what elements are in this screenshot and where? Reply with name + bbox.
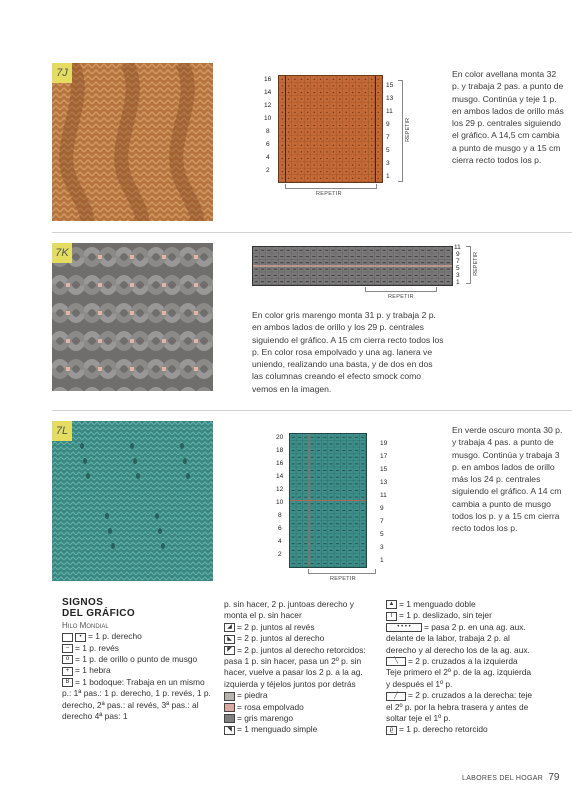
- legend-item: ◢ = 2 p. juntos al revés: [224, 622, 374, 633]
- page-number: 79: [548, 772, 560, 783]
- legend-item: I = 1 p. deslizado, sin tejer: [386, 610, 536, 621]
- row-number: 18: [276, 447, 284, 454]
- legend-title: SIGNOS: [62, 597, 104, 608]
- slip-stitch-symbol-icon: I: [386, 612, 397, 621]
- row-number: 6: [278, 525, 282, 532]
- row-number: 13: [386, 95, 394, 102]
- stitch-photo-7k: [52, 243, 213, 391]
- legend-item: ╱ = 2 p. cruzados a la derecha: teje el 2º p. por la hebra trasera y antes de soltar teje el 1º p.: [386, 690, 533, 724]
- row-number: 2: [266, 167, 270, 174]
- row-number: 3: [380, 544, 384, 551]
- double-decrease-symbol-icon: ▲: [386, 600, 397, 609]
- color-swatch-piedra: [224, 692, 235, 701]
- row-number: 9: [456, 251, 460, 258]
- chart-grid-7k: [253, 247, 452, 285]
- legend-item: = rosa empolvado: [224, 702, 374, 713]
- repeat-label: REPETIR: [388, 294, 414, 300]
- legend-col-3: [386, 599, 536, 736]
- row-number: 8: [266, 128, 270, 135]
- knit-texture-7j: [52, 63, 213, 221]
- row-number: 1: [380, 557, 384, 564]
- row-number: 2: [278, 551, 282, 558]
- chart-grid-7j: [279, 76, 382, 182]
- row-number: 10: [276, 499, 284, 506]
- row-number: 7: [380, 518, 384, 525]
- legend-item: = piedra: [224, 690, 374, 701]
- row-number: 12: [276, 486, 284, 493]
- stitch-photo-7l: [52, 421, 213, 581]
- side-repeat-bracket: [466, 246, 471, 284]
- knit-symbol-icon: [62, 633, 73, 642]
- row-number: 12: [264, 102, 272, 109]
- legend-item: • • • • = pasa 2 p. en una ag. aux. delante de la labor, trabaja 2 p. al derecho y al derecho los de la ag. aux.: [386, 621, 530, 655]
- legend-item: ╲ = 2 p. cruzados a la izquierda: [386, 656, 536, 667]
- row-number: 1: [386, 173, 390, 180]
- repeat-bracket: [308, 569, 376, 574]
- color-swatch-rosa: [224, 703, 235, 712]
- row-number: 7: [456, 258, 460, 265]
- row-number: 16: [264, 76, 272, 83]
- side-repeat-label: REPETIR: [473, 252, 479, 276]
- row-number: 3: [456, 272, 460, 279]
- dot-symbol-icon: •: [75, 633, 86, 642]
- row-number: 17: [380, 453, 388, 460]
- row-number: 7: [386, 134, 390, 141]
- divider: [52, 232, 572, 233]
- repeat-label: REPETIR: [330, 576, 356, 582]
- k2tog-tbl-symbol-icon: ◤: [224, 646, 235, 655]
- section-tag: 7L: [52, 421, 72, 441]
- right-cross-symbol-icon: ╱: [386, 692, 406, 701]
- legend-item: ◥ = 1 menguado simple: [224, 724, 374, 735]
- twisted-knit-symbol-icon: ϱ: [386, 726, 397, 735]
- repeat-bracket: [365, 287, 437, 292]
- legend-item: ▲ = 1 menguado doble: [386, 599, 536, 610]
- selvage-symbol-icon: o: [62, 655, 73, 664]
- legend-item: ϱ = 1 p. derecho retorcido: [386, 724, 536, 735]
- yarn-over-symbol-icon: +: [62, 667, 73, 676]
- chart-7l: [289, 433, 367, 568]
- row-number: 15: [386, 82, 394, 89]
- row-number: 4: [278, 538, 282, 545]
- chart-7j: [278, 75, 383, 183]
- row-number: 9: [380, 505, 384, 512]
- legend-col-1: [62, 597, 212, 722]
- repeat-bracket: [285, 184, 377, 189]
- row-number: 5: [380, 531, 384, 538]
- stitch-photo-7j: [52, 63, 213, 221]
- brand-label: Hilo Mondial: [62, 620, 109, 630]
- row-number: 11: [454, 244, 461, 251]
- row-number: 1: [456, 279, 460, 286]
- repeat-label: REPETIR: [316, 191, 342, 197]
- legend-item: B = 1 bodoque: Trabaja en un mismo p.: 1ª pas.: 1 p. derecho, 1 p. revés, 1 p. derecho, 2ª pas.: al revés, 3ª pas.: al derecho 4ª pas: 1: [62, 676, 211, 722]
- legend-item: = gris marengo: [224, 713, 374, 724]
- legend-item: Teje primero el 2º p. de la ag. izquierda y después el 1º p.: [386, 667, 532, 689]
- legend-item: + = 1 hebra: [62, 665, 212, 676]
- section-tag: 7K: [52, 243, 72, 263]
- cable-symbol-icon: • • • •: [386, 623, 422, 632]
- section-tag: 7J: [52, 63, 72, 83]
- p2tog-symbol-icon: ◢: [224, 623, 235, 632]
- side-repeat-bracket: [398, 80, 403, 182]
- legend-item: ◤ = 2 p. juntos al derecho retorcidos: pasa 1 p. sin hacer, pasa un 2º p. sin hacer, vuelve a pasar los 2 p. a la ag. izquierda y téjelos juntos por detrás: [224, 644, 366, 689]
- row-number: 13: [380, 479, 388, 486]
- row-number: 15: [380, 466, 388, 473]
- row-number: 14: [264, 89, 272, 96]
- row-number: 9: [386, 121, 390, 128]
- legend-col-2: [224, 599, 374, 736]
- row-number: 20: [276, 434, 284, 441]
- legend-item: ◣ = 2 p. juntos al derecho: [224, 633, 374, 644]
- left-cross-symbol-icon: ╲: [386, 657, 406, 666]
- legend-item: o = 1 p. de orillo o punto de musgo: [62, 654, 212, 665]
- chart-7k: [252, 246, 453, 286]
- section-text-7k: En color gris marengo monta 31 p. y trabaja 2 p. en ambos lados de orillo y los 29 p. centrales siguiendo el gráfico. A 15 cm cierra recto todos los p. En color rosa empolvado y una ag. lanera ve uniendo, realizando una basta, y de dos en dos las columnas creando el efecto smock como vemos en la imagen.: [252, 310, 444, 394]
- row-number: 10: [264, 115, 272, 122]
- section-text-7j: En color avellana monta 32 p. y trabaja 2 pas. a punto de musgo. Continúa y teje 1 p. en ambos lados de orillo más los 29 p. centrales siguiendo el gráfico. A 14,5 cm cambia a punto de musgo y a 15 cm cierra recto todos los p.: [452, 69, 564, 166]
- page-footer: [462, 772, 559, 783]
- row-number: 5: [386, 147, 390, 154]
- side-repeat-label: REPETIR: [405, 118, 411, 142]
- row-number: 3: [386, 160, 390, 167]
- bobble-symbol-icon: B: [62, 678, 73, 687]
- row-number: 19: [380, 440, 388, 447]
- row-number: 11: [380, 492, 387, 499]
- row-number: 16: [276, 460, 284, 467]
- knit-texture-7l: [52, 421, 213, 581]
- legend-item: • = 1 p. derecho: [62, 631, 212, 642]
- row-number: 11: [386, 108, 393, 115]
- row-number: 5: [456, 265, 460, 272]
- row-number: 6: [266, 141, 270, 148]
- purl-symbol-icon: –: [62, 644, 73, 653]
- legend-title-2: DEL GRÁFICO: [62, 608, 136, 620]
- legend-item: p. sin hacer, 2 p. juntoas derecho y monta el p. sin hacer: [224, 599, 354, 621]
- color-swatch-gris: [224, 714, 235, 723]
- row-number: 4: [266, 154, 270, 161]
- row-number: 8: [278, 512, 282, 519]
- divider: [52, 410, 572, 411]
- knit-texture-7k: [52, 243, 213, 391]
- k2tog-symbol-icon: ◣: [224, 635, 235, 644]
- single-decrease-symbol-icon: ◥: [224, 726, 235, 735]
- row-number: 14: [276, 473, 284, 480]
- chart-grid-7l: [290, 434, 366, 567]
- section-text-7l: En verde oscuro monta 30 p. y trabaja 4 pas. a punto de musgo. Continúa y trabaja 3 p. en ambos lados de orillo más los 24 p. centrales siguiendo el gráfico. A 14 cm cambia a punto de musgo todos los p. y a 15 cm cierra recto todos los p.: [452, 425, 563, 534]
- legend-item: – = 1 p. revés: [62, 643, 212, 654]
- footer-label: LABORES DEL HOGAR: [462, 775, 544, 782]
